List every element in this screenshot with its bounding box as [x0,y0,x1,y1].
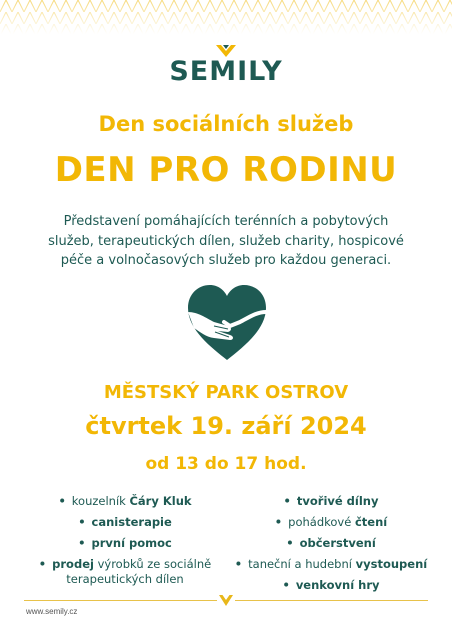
program-item: • venkovní hry [282,578,380,592]
event-date: čtvrtek 19. září 2024 [85,412,367,440]
program-item: • pohádkové čtení [274,515,388,529]
event-venue: MĚSTSKÝ PARK OSTROV [103,382,349,403]
intro-paragraph: Představení pomáhajících terénních a pobytových služeb, terapeutických dílen, služeb charity, hospicové péče a volnočasových služeb pro každou generaci. [48,214,404,268]
program-item: • první pomoc [78,536,172,550]
bullet-icon: • [78,515,86,529]
bullet-icon: • [286,536,294,550]
chevron-v-icon [217,594,235,608]
program-item: • občerstvení [286,536,376,550]
footer-url: www.semily.cz [26,607,78,616]
bullet-icon: • [282,578,290,592]
heart-handshake-icon [184,282,270,362]
program-item: • tvořivé dílny [283,494,379,508]
bullet-icon: • [283,494,291,508]
top-decorative-pattern [0,0,452,34]
bullet-icon: • [58,494,66,508]
bullet-icon: • [78,536,86,550]
semily-logo [0,44,452,87]
program-list-left [20,494,230,593]
logo-text: SEMILY [169,56,283,87]
event-headline: DEN PRO RODINU [54,150,398,190]
program-item: • canisterapie [78,515,172,529]
program-item: • kouzelník Čáry Kluk [58,494,192,508]
event-time: od 13 do 17 hod. [145,454,307,474]
bullet-icon: • [234,557,243,571]
program-item: • taneční a hudební vystoupení [234,557,428,571]
program-list-right [226,494,436,599]
event-subtitle: Den sociálních služeb [98,112,354,136]
program-item: • prodej výrobků ze sociálně terapeutických dílen [38,557,212,586]
bullet-icon: • [38,557,47,571]
bullet-icon: • [274,515,283,529]
